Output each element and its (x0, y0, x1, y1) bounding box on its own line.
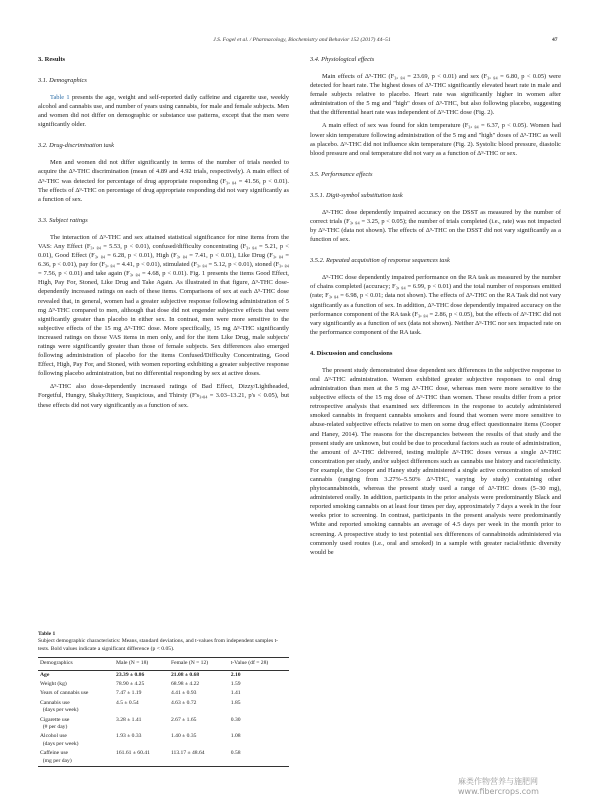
cell-male: 23.39 ± 0.86 (116, 671, 145, 678)
cell-male: 78.90 ± 4.25 (116, 681, 145, 688)
cell-tvalue: 1.08 (230, 733, 241, 740)
col-header-female: Female (N = 12) (169, 658, 229, 670)
cell-male: 7.47 ± 1.19 (116, 690, 142, 697)
cell-tvalue: 0.58 (229, 749, 289, 766)
journal-citation: J.S. Fogel et al. / Pharmacology, Biochemistry and Behavior 152 (2017) 44–51 (213, 37, 391, 43)
col-header-demographics: Demographics (38, 658, 114, 670)
cell-tvalue: 2.10 (230, 671, 241, 678)
subsection-heading: 3.5. Performance effects (310, 170, 373, 178)
table-row (38, 749, 289, 766)
cell-female: 4.63 ± 0.72 (170, 699, 197, 706)
watermark: 麻类作物营养与施肥网 www.fibercrops.com (458, 777, 539, 796)
cell-tvalue: 1.41 (230, 690, 241, 697)
subsection-heading: 3.3. Subject ratings (38, 216, 88, 224)
table-row (38, 670, 289, 680)
subsection-heading: 3.1. Demographics (38, 77, 87, 84)
paragraph-text: presents the age, weight and self-reported daily caffeine and cigarette use, weekly alcohol and cannabis use, and number of years using cannabis, for male and female subjects. Men and women did not differ on demographic or substance use patterns, except that the men were significantly older. (38, 94, 289, 129)
cell-female: 68.98 ± 4.22 (170, 681, 200, 688)
paragraph: Main effects of Δ⁹-THC (F₃, ₈₄ = 23.69, p < 0.01) and sex (F₃, ₈₄ = 6.80, p < 0.05) were detected for heart rate. The highest doses of Δ⁹-THC significantly elevated heart rate in male and female subjects relative to placebo. Heart rate was significantly higher in women after administration of the 5 mg and "high" doses of Δ⁹-THC, but also following placebo, suggesting that the differential heart rate was independent of Δ⁹-THC dose (Fig. 2). (310, 73, 561, 117)
page-number: 47 (552, 37, 558, 43)
table-reference-link[interactable]: Table 1 (50, 94, 70, 101)
section-heading: 3. Results (38, 56, 66, 63)
col-header-male: Male (N = 18) (114, 658, 169, 670)
cell-female: 4.41 ± 0.93 (170, 690, 197, 697)
subsection-heading: 3.4. Physiological effects (310, 56, 375, 63)
cell-female: 21.08 ± 0.68 (170, 671, 200, 678)
table-label: Table 1 (38, 631, 56, 637)
paragraph: Men and women did not differ significantly in terms of the number of trials needed to acquire the Δ⁹-THC discrimination (mean of 4.89 and 4.92 trials, respectively). A main effect of Δ⁹-THC was detected for percentage of drug appropriate responding (F₃, ₈₄ = 41.56, p < 0.01). The effects of Δ⁹-THC on percentage of drug appropriate responding did not vary significantly as a function of sex. (38, 159, 289, 203)
paragraph: The interaction of Δ⁹-THC and sex attained statistical significance for nine items from the VAS: Any Effect (F₃, ₈₄ = 5.53, p < 0.01), confused/difficulty concentrating (F₃, ₈₄ = 5.21, p < 0.01), Good Effect (F₃, ₈₄ = 6.28, p < 0.01), High (F₃, ₈₄ = 7.41, p < 0.01), Like Drug (F₃, ₈₄ = 6.36, p < 0.01), pay for (F₃, ₈₄ = 4.41, p < 0.01), stimulated (F₃, ₈₄ = 5.12, p < 0.01), stoned (F₃, ₈₄ = 7.56, p < 0.01) and take again (F₃, ₈₄ = 4.68, p < 0.01). Fig. 1 presents the items Good Effect, High, Pay For, Stoned, Like Drug and Take Again. As illustrated in that figure, Δ⁹-THC dose-dependently increased ratings on each of these items. Comparisons of sex at each Δ⁹-THC dose revealed that, in general, women had a greater subjective response following administration of 5 mg Δ⁹-THC compared to men, although that dose did not engender subjective effects that were significantly greater than placebo in either sex. In contrast, men were more sensitive to the subjective effects of the 15 mg Δ⁹-THC dose. More specifically, 15 mg Δ⁹-THC significantly increased ratings on those VAS items in men only, and for the item Like Drug, male subjects' ratings were significantly greater than those of female subjects. Sex differences also emerged following administration of placebo for the items Confused/Difficulty Concentrating, Good Effect, High, Pay For, and Stoned, with women reporting exhibiting a greater subjective response following placebo administration, but no differential responding by sex at active doses. (38, 233, 289, 378)
cell-tvalue: 1.59 (230, 681, 241, 688)
subsection-heading: 3.5.2. Repeated acquisition of response sequences task (310, 257, 450, 265)
cell-male: 1.93 ± 0.33 (116, 733, 142, 740)
row-label: Caffeine use (mg per day) (38, 749, 114, 766)
cell-male: 161.61 ± 60.41 (114, 749, 169, 766)
row-label: Cigarette use (# per day) (40, 716, 70, 731)
demographics-table (38, 657, 289, 767)
table-row (38, 699, 289, 716)
subsection-heading: 3.2. Drug-discrimination task (38, 142, 114, 150)
paragraph: Δ⁹-THC dose dependently impaired accuracy on the DSST as measured by the number of correct trials (F₃, ₈₄ = 3.25, p < 0.05); the number of trials completed (i.e., rate) was not impacted by Δ⁹-THC (data not shown). The effects of Δ⁹-THC on the DSST did not vary significantly as a function of sex. (310, 208, 561, 244)
cell-tvalue: 1.85 (230, 699, 241, 706)
row-label: Years of cannabis use (40, 690, 89, 697)
right-column (310, 55, 561, 561)
running-header (0, 37, 595, 49)
cell-female: 2.67 ± 1.65 (170, 716, 197, 723)
row-label: Cannabis use (days per week) (40, 699, 79, 714)
row-label: Weight (kg) (40, 681, 67, 688)
table-caption-text: Subject demographic characteristics: Means, standard deviations, and t-values from independent samples t-tests. Bold values indicate a significant difference (p < 0.05). (38, 638, 278, 652)
table-row (38, 716, 289, 733)
paragraph: A main effect of sex was found for skin temperature (F₃, ₈₄ = 6.37, p < 0.05). Women had lower skin temperature following administration of the 5 mg and "high" doses of Δ⁹-THC as well as placebo. Δ⁹-THC did not influence skin temperature (Fig. 2). Systolic blood pressure, diastolic blood pressure and oral temperature did not vary as a function of Δ⁹-THC or sex. (310, 122, 561, 157)
table-row (38, 732, 289, 749)
table-header-row (38, 658, 289, 670)
section-heading: 4. Discussion and conclusions (310, 349, 393, 357)
paragraph: The present study demonstrated dose dependent sex differences in the subjective response to oral Δ⁹-THC administration. Women exhibited greater subjective responses to oral drug administration than men at the 5 mg Δ⁹-THC dose, whereas men were more sensitive to the subjective effects of the 15 mg dose of Δ⁹-THC than women. These results differ from a prior retrospective analysis that examined sex differences in the response to acutely administered smoked cannabis in frequent cannabis smokers and found that women were more sensitive to abuse-related subjective effects relative to men on some drug effect questionnaire items (Cooper and Haney, 2014). The reasons for the discrepancies between the results of that study and the present study are unknown, but could be due to procedural factors such as route of administration, the amount of Δ⁹-THC delivered, testing multiple Δ⁹-THC doses versus a single Δ⁹-THC concentration per study, and/or subject differences such as cannabis use history and race/ethnicity. For example, the Cooper and Haney study administered a single active concentration of smoked cannabis (ranging from 3.27%–5.50% Δ⁹-THC, varying by study) containing other phytocannabinoids, whereas the present study used a range of Δ⁹-THC doses (5–30 mg), administered orally. In addition, participants in the prior analysis were predominantly Black and reported smoking cannabis on at least four times per day, approximately 7 days a week in the four weeks prior to screening. In contrast, participants in the present analysis were predominantly White and reported smoking cannabis an average of 4.5 days per week in the month prior to screening. A prospective study to test potential sex differences of cannabinoids administered via commonly used routes (i.e., oral and smoked) in a sample with greater racial/ethnic diversity would be (310, 366, 561, 556)
paragraph: Δ⁹-THC dose dependently impaired performance on the RA task as measured by the number of chains completed (accuracy; F₃, ₈₄ = 6.99, p < 0.01) and the total number of responses emitted (rate; F₃, ₈₄ = 6.98, p < 0.01; data not shown). The effects of Δ⁹-THC on the RA Task did not vary significantly as a function of sex. In addition, Δ⁹-THC dose dependently impaired accuracy on the performance component of the RA task (F₃, ₈₄ = 2.86, p < 0.05), but the effects of Δ⁹-THC did not vary significantly as a function of sex (data not shown). Neither Δ⁹-THC nor sex impacted rate on the performance component of the RA task. (310, 274, 561, 336)
left-column (38, 55, 289, 414)
paragraph (38, 93, 289, 129)
table-1 (38, 631, 289, 767)
cell-female: 113.17 ± 48.64 (169, 749, 229, 766)
table-row (38, 680, 289, 689)
cell-male: 4.5 ± 0.54 (116, 699, 139, 706)
row-label: Alcohol use (days per week) (40, 733, 79, 747)
row-label: Age (40, 671, 50, 678)
paragraph: Δ⁹-THC also dose-dependently increased ratings of Bad Effect, Dizzy/Lightheaded, Forgetful, Hungry, Shaky/Jittery, Suspicious, and Thirsty (F's₃,₈₄ = 3.03–13.21, p's < 0.05), but these effects did not vary significantly as a function of sex. (38, 383, 289, 409)
cell-female: 1.40 ± 0.35 (170, 733, 197, 740)
table-row (38, 689, 289, 698)
col-header-tvalue: t-Value (df = 28) (229, 658, 289, 670)
cell-male: 3.28 ± 1.41 (116, 716, 142, 723)
subsection-heading: 3.5.1. Digit-symbol substitution task (310, 191, 403, 199)
cell-tvalue: 0.30 (230, 716, 241, 723)
table-caption (38, 631, 289, 653)
